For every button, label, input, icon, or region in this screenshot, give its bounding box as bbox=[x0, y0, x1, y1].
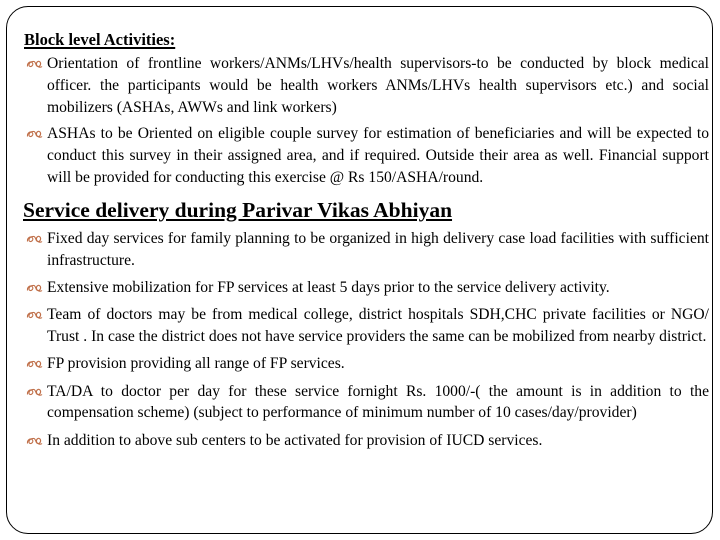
list-item-text: TA/DA to doctor per day for these service fornight Rs. 1000/-( the amount is in addition to the compensation scheme) (subject to performance of minimum number of 10 cases/day/provider) bbox=[47, 382, 709, 422]
section-heading-block-level: Block level Activities: bbox=[24, 30, 176, 49]
list-item bbox=[24, 353, 709, 375]
list-item bbox=[24, 430, 709, 452]
list-item bbox=[24, 381, 709, 425]
list-item bbox=[24, 228, 709, 272]
loop-bullet-icon bbox=[26, 381, 44, 402]
list-item-text: Orientation of frontline workers/ANMs/LHVs/health supervisors-to be conducted by block medical officer. the participants would be health workers ANMs/LHVs health supervisors etc.) and social mobilizers (ASHAs, AWWs and link workers) bbox=[47, 55, 709, 116]
list-item-text: FP provision providing all range of FP services. bbox=[47, 355, 345, 373]
slide-content bbox=[24, 30, 709, 457]
loop-bullet-icon bbox=[26, 53, 44, 74]
list-item-text: Team of doctors may be from medical college, district hospitals SDH,CHC private facilities or NGO/ Trust . In case the district does not have service providers the same can be mobilized from nearby district. bbox=[47, 306, 709, 345]
service-delivery-list bbox=[24, 228, 709, 452]
loop-bullet-icon bbox=[26, 430, 44, 451]
loop-bullet-icon bbox=[26, 228, 44, 249]
list-item-text: Fixed day services for family planning to be organized in high delivery case load facilities with sufficient infrastructure. bbox=[47, 229, 709, 269]
loop-bullet-icon bbox=[26, 277, 44, 298]
list-item-text: Extensive mobilization for FP services at least 5 days prior to the service delivery activity. bbox=[47, 278, 610, 296]
list-item-text: ASHAs to be Oriented on eligible couple survey for estimation of beneficiaries and will be expected to conduct this survey in their assigned area, and if required. Outside their area as well. Financial support will be provided for conducting this exercise @ Rs 150/ASHA/round. bbox=[47, 125, 709, 186]
list-item bbox=[24, 304, 709, 348]
list-item bbox=[24, 277, 709, 299]
list-item bbox=[24, 123, 709, 188]
loop-bullet-icon bbox=[26, 353, 44, 374]
list-item bbox=[24, 53, 709, 118]
section-heading-service-delivery: Service delivery during Parivar Vikas Abhiyan bbox=[23, 197, 453, 222]
block-level-list bbox=[24, 53, 709, 189]
list-item-text: In addition to above sub centers to be activated for provision of IUCD services. bbox=[47, 431, 543, 449]
loop-bullet-icon bbox=[26, 304, 44, 325]
loop-bullet-icon bbox=[26, 123, 44, 144]
